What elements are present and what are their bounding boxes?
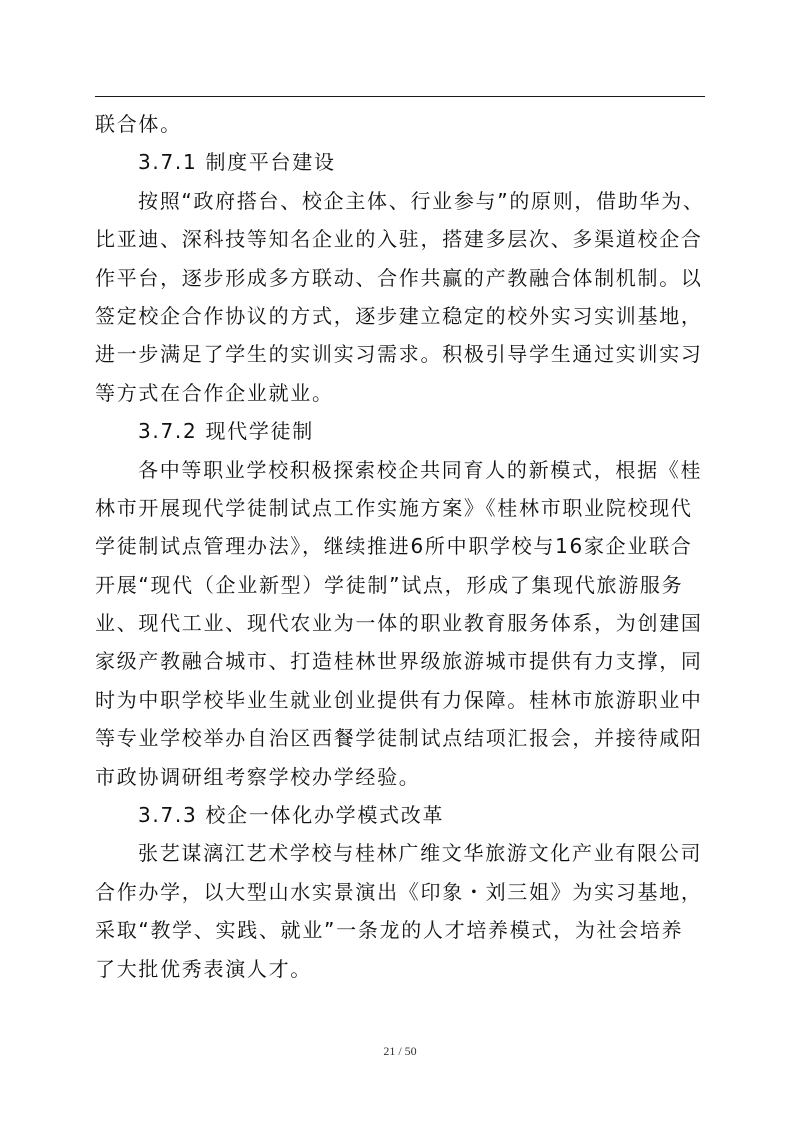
paragraph-line: 市政协调研组考察学校办学经验。 (95, 764, 421, 789)
paragraph-line: 林市开展现代学徒制试点工作实施方案》《桂林市职业院校现代 (95, 495, 693, 520)
section-heading-3-7-2: 3.7.2 现代学徒制 (138, 419, 314, 444)
paragraph-line: 比亚迪、深科技等知名企业的入驻，搭建多层次、多渠道校企合 (95, 227, 703, 252)
header-rule (95, 96, 705, 97)
section-heading-3-7-3: 3.7.3 校企一体化办学模式改革 (138, 803, 445, 828)
paragraph-line: 进一步满足了学生的实训实习需求。积极引导学生通过实训实习 (95, 342, 703, 367)
paragraph-line: 签定校企合作协议的方式，逐步建立稳定的校外实习实训基地， (95, 303, 703, 328)
document-body (95, 105, 707, 988)
paragraph-line: 作平台，逐步形成多方联动、合作共赢的产教融合体制机制。以 (95, 265, 703, 290)
section-heading-3-7-1: 3.7.1 制度平台建设 (138, 150, 336, 175)
paragraph-line: 按照“政府搭台、校企主体、行业参与”的原则，借助华为、 (138, 188, 705, 213)
paragraph-line: 时为中职学校毕业生就业创业提供有力保障。桂林市旅游职业中 (95, 687, 703, 712)
paragraph-line: 学徒制试点管理办法》，继续推进6所中职学校与16家企业联合 (95, 534, 693, 559)
paragraph-line: 联合体。 (95, 112, 182, 136)
paragraph-line: 业、现代工业、现代农业为一体的职业教育服务体系，为创建国 (95, 611, 703, 636)
paragraph-line: 开展“现代（企业新型）学徒制”试点，形成了集现代旅游服务 (95, 572, 684, 597)
paragraph-line: 等方式在合作企业就业。 (95, 380, 334, 405)
paragraph-line: 家级产教融合城市、打造桂林世界级旅游城市提供有力支撑，同 (95, 649, 703, 674)
paragraph-line: 张艺谋漓江艺术学校与桂林广维文华旅游文化产业有限公司 (138, 841, 703, 866)
paragraph-line: 了大批优秀表演人才。 (95, 956, 312, 981)
paragraph-line: 采取“教学、实践、就业”一条龙的人才培养模式，为社会培养 (95, 918, 684, 943)
paragraph-line: 合作办学，以大型山水实景演出《印象・刘三姐》为实习基地， (95, 879, 703, 904)
paragraph-line: 等专业学校举办自治区西餐学徒制试点结项汇报会，并接待咸阳 (95, 726, 703, 751)
page-number: 21 / 50 (383, 1044, 417, 1058)
paragraph-line: 各中等职业学校积极探索校企共同育人的新模式，根据《桂 (138, 457, 703, 482)
